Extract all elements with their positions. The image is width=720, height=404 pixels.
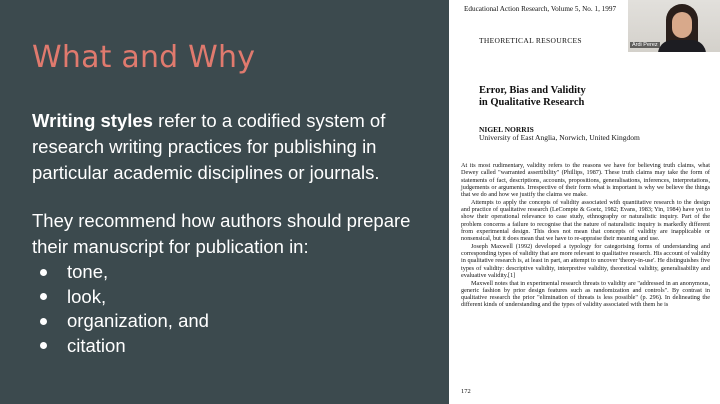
section-heading: THEORETICAL RESOURCES	[479, 36, 582, 45]
article-paragraph: Joseph Maxwell (1992) developed a typology for categorising forms of understanding and corresponding types of validity that are more relevant to qualitative research. His account of validity in qualitative research is, at least in part, an attempt to uncover 'theory-in-use'. He distinguishes five types of validity: descriptive validity, interpretive validity, theoretical validity, generalisability and evaluative validity.[1]	[461, 242, 710, 279]
presenter-face	[672, 12, 692, 38]
bullet-item-organization: organization, and	[38, 309, 209, 334]
writing-styles-term: Writing styles	[32, 110, 153, 131]
bullet-item-citation: citation	[38, 334, 209, 359]
article-paragraph: Attempts to apply the concepts of validity associated with quantitative research to the design and practice of qualitative research (LeCompte & Goetz, 1982; Evans, 1983; Yin, 1984) have yet to show their operational relevance to case study, ethnography or naturalistic inquiry. Part of the problem concerns a failure to recognise that the nature of naturalistic inquiry is markedly different from experimental design. This does not mean that concepts of validity are inapplicable or nonsensical, but it does mean that we have to re-appraise their meaning and use.	[461, 198, 710, 242]
bullet-dot-icon	[40, 342, 47, 349]
slide-title: What and Why	[32, 40, 256, 75]
author-affiliation: University of East Anglia, Norwich, United Kingdom	[479, 133, 640, 142]
recommendation-text: They recommend how authors should prepare their manuscript for publication in:	[32, 210, 411, 257]
presenter-body	[658, 40, 706, 52]
bullet-dot-icon	[40, 318, 47, 325]
webcam-overlay	[628, 0, 720, 52]
article-paragraph: Maxwell notes that in experimental research threats to validity are "addressed in an anonymous, generic fashion by prior design features such as randomization and controls". By contrast in qualitative research the prior "elimination of threats is less possible" (p. 296). In delineating the different kinds of understanding and the types of validity associated with them he is	[461, 279, 710, 309]
bullet-dot-icon	[40, 269, 47, 276]
article-body	[461, 162, 710, 309]
article-page-image	[449, 0, 720, 404]
participant-name: Ardi Perez	[632, 42, 658, 48]
article-paragraph: At its most rudimentary, validity refers to the reasons we have for believing truth claims, what Dewey called "warranted assertibility" (Phillips, 1987). These truth claims may take the form of statements of fact, descriptions, accounts, propositions, generalisations, inferences, interpretations, judgements or arguments. Irrespective of their form what is important is why we believe the things that we do and how we justify the claims we make.	[461, 162, 710, 198]
bullet-dot-icon	[40, 293, 47, 300]
page-number: 172	[461, 388, 471, 395]
bullet-item-tone: tone,	[38, 260, 209, 285]
definition-text: refer to a codified system of research writing practices for publishing in particular academic disciplines or journals.	[32, 110, 386, 183]
article-author: NIGEL NORRIS	[479, 125, 534, 134]
bullet-item-look: look,	[38, 285, 209, 310]
journal-header: Educational Action Research, Volume 5, No. 1, 1997	[464, 5, 617, 13]
writing-styles-definition	[32, 108, 414, 186]
article-title: Error, Bias and Validity in Qualitative Research	[479, 85, 586, 108]
bullet-list	[38, 260, 209, 358]
